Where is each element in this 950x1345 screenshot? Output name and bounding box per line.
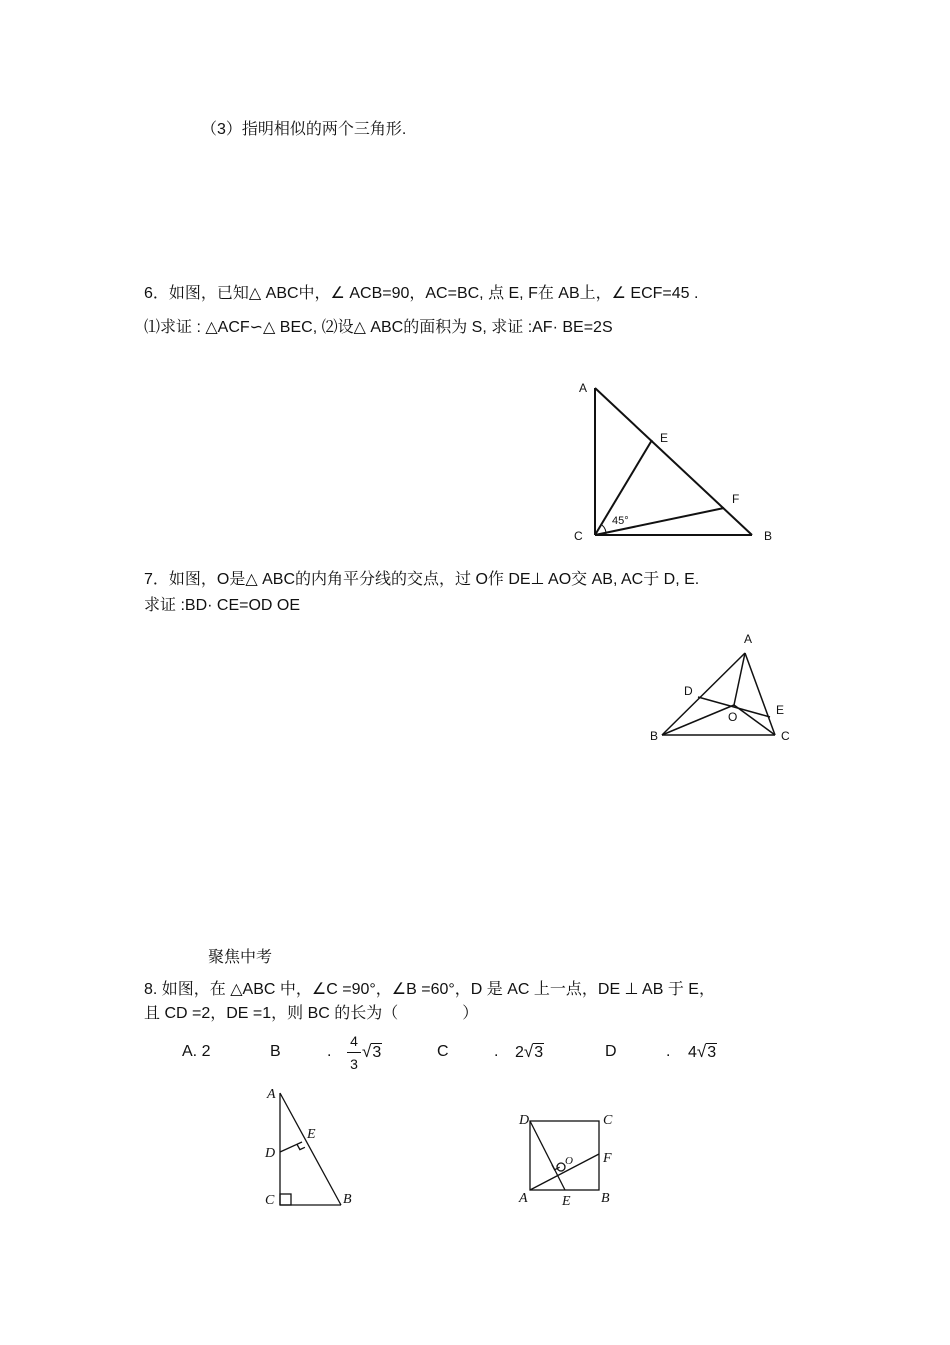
q8f2-label-B: B — [601, 1191, 610, 1206]
q6-label-C: C — [574, 529, 583, 543]
q8-line2: 且 CD =2，DE =1，则 BC 的长为（ ） — [144, 1005, 479, 1022]
choice-d-coef: 4 — [688, 1044, 697, 1061]
q6-angle-label: 45° — [612, 515, 629, 527]
q7-label-E: E — [776, 703, 785, 717]
choice-c-dot: . — [494, 1043, 499, 1060]
q7-figure — [640, 625, 810, 750]
q8f2-label-E: E — [562, 1194, 571, 1209]
q8f1-label-A: A — [267, 1087, 276, 1102]
choice-b-sqrt: √3 — [362, 1042, 382, 1061]
q7-label-B: B — [650, 729, 659, 743]
choice-c-coef: 2 — [515, 1044, 524, 1061]
choice-c-value: 2√3 — [515, 1042, 544, 1061]
q8f1-label-D: D — [265, 1146, 276, 1161]
q7-label-D: D — [684, 684, 693, 698]
q8f2-label-F: F — [603, 1151, 612, 1166]
q8-line1: 8. 如图，在 △ABC 中，∠C =90°，∠B =60°，D 是 AC 上一点，DE ⊥ AB 于 E， — [144, 981, 715, 998]
q8-figure2 — [510, 1102, 630, 1214]
q7-label-A: A — [744, 632, 753, 646]
q8f1-label-E: E — [307, 1127, 316, 1142]
choice-b-numerator: 4 — [350, 1033, 358, 1049]
q8f2-label-O: O — [565, 1155, 573, 1167]
q8f2-label-C: C — [603, 1113, 613, 1128]
q8f2-label-D: D — [519, 1113, 530, 1128]
q8f2-label-A: A — [519, 1191, 528, 1206]
choice-d-value: 4√3 — [688, 1042, 717, 1061]
q8-choices — [0, 1032, 950, 1076]
section-title: 聚焦中考 — [208, 949, 273, 966]
choice-c-radicand: 3 — [534, 1044, 544, 1061]
choice-c-letter: C — [437, 1043, 449, 1060]
choice-b-dot: . — [327, 1043, 332, 1060]
q7-label-C: C — [781, 729, 790, 743]
q7-label-O: O — [728, 710, 738, 724]
q7-line2: 求证 :BD· CE=OD OE — [144, 597, 301, 614]
q6-figure — [560, 370, 780, 550]
choice-d-dot: . — [666, 1043, 671, 1060]
choice-b-fraction — [347, 1032, 361, 1073]
q6-label-E: E — [660, 431, 669, 445]
choice-d-letter: D — [605, 1043, 617, 1060]
q6-label-F: F — [732, 492, 740, 506]
q6-label-A: A — [579, 381, 588, 395]
choice-a: A. 2 — [182, 1043, 211, 1060]
q6-line1: 6．如图，已知△ ABC中，∠ ACB=90，AC=BC, 点 E, F在 AB上，∠ ECF=45 . — [144, 285, 699, 302]
q8-figure1 — [255, 1080, 365, 1215]
q6-line2: ⑴求证 : △ACF∽△ BEC, ⑵设△ ABC的面积为 S, 求证 :AF· BE=2S — [144, 319, 613, 336]
choice-b-denominator: 3 — [350, 1056, 358, 1072]
q8f1-label-B: B — [343, 1192, 352, 1207]
choice-d-radicand: 3 — [707, 1044, 717, 1061]
q5-part3-text: （3）指明相似的两个三角形. — [201, 121, 407, 138]
q7-line1: 7．如图，O是△ ABC的内角平分线的交点，过 O作 DE⊥ AO交 AB, AC于 D, E. — [144, 571, 700, 588]
choice-b-letter: B — [270, 1043, 281, 1060]
q8f1-label-C: C — [265, 1193, 275, 1208]
choice-b-radicand: 3 — [372, 1044, 382, 1061]
q6-label-B: B — [764, 529, 773, 543]
